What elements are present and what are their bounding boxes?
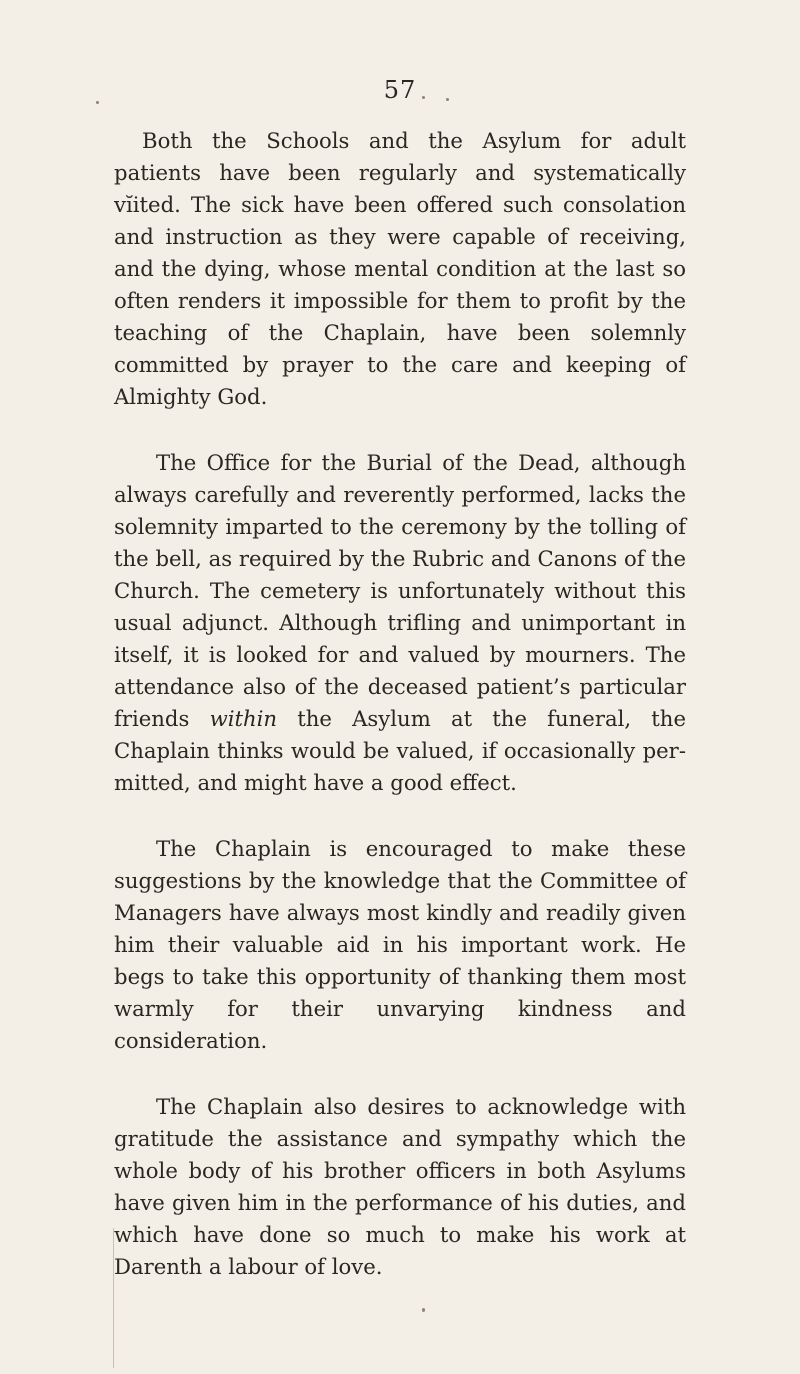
paragraph-burial-office-part-2: the Asylum at the funeral, the Chaplain thinks would be valued, if occasionally permitted, and might have a good effect. xyxy=(114,706,686,795)
paragraph-gratitude-officers: The Chaplain also desires to acknowledge with gratitude the assistance and sympathy which the whole body of his brother officers in both Asylums have given him in the performance of his duties, and which have done so much to make his work at Darenth a labour of love. xyxy=(114,1094,686,1279)
paragraph-committee-thanks: The Chaplain is encouraged to make these suggestions by the knowledge that the Committee of Managers have always most kindly and readily given him their valuable aid in his important work. He begs to take this opportunity of thanking them most warmly for their unvarying kindness and consideration. xyxy=(114,836,686,1053)
body-text xyxy=(114,125,686,1317)
paragraph-burial-office xyxy=(114,447,686,799)
paragraph-burial-office-part-1: The Office for the Burial of the Dead, although always carefully and reverently performed, lacks the solemnity imparted to the ceremony by the tolling of the bell, as required by the Rubric and Canons of the Church. The cemetery is unfortunately without this usual adjunct. Although trifling and unimportant in itself, it is looked for and valued by mourners. The attendance also of the deceased patient’s particular friends xyxy=(114,450,686,731)
page-edge-shadow xyxy=(113,1228,114,1368)
paragraph-schools-asylum: Both the Schools and the Asylum for adult patients have been regularly and systematically vĭited. The sick have been offered such consolation and instruction as they were capable of receiving, and the dying, whose mental condition at the last so often renders it impossible for them to profit by the teaching of the Chaplain, have been solemnly committed by prayer to the care and keeping of Almighty God. xyxy=(114,128,686,409)
page-number: 57 xyxy=(383,76,417,104)
emphasis-within: within xyxy=(209,706,278,731)
print-speck xyxy=(446,98,449,101)
print-speck xyxy=(422,96,425,99)
print-speck xyxy=(422,1308,425,1312)
print-speck xyxy=(96,101,99,104)
